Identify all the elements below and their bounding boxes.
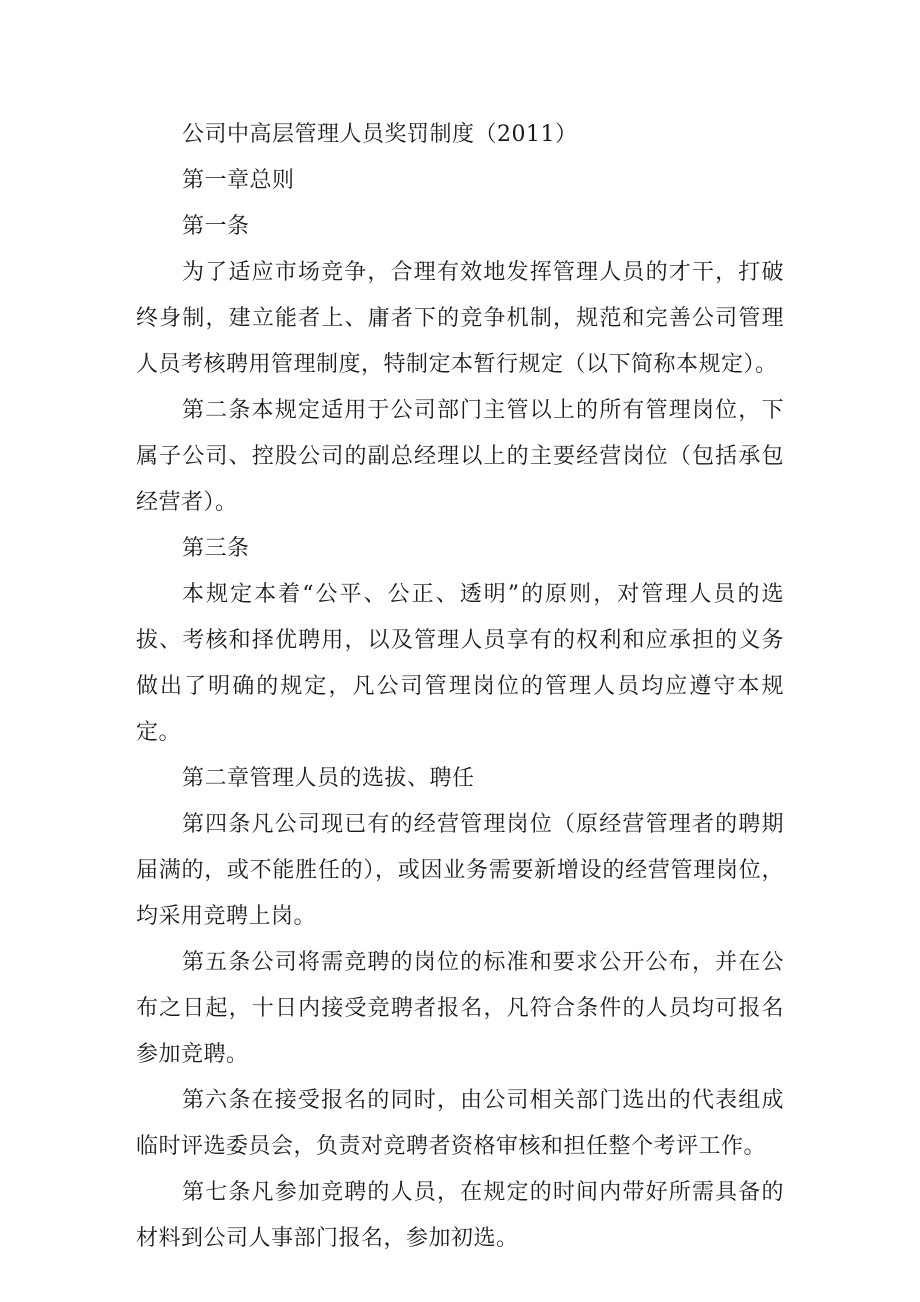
article-3-heading: 第三条 [182, 536, 250, 561]
document-body [136, 112, 784, 1262]
article-1-text: 为了适应市场竞争，合理有效地发挥管理人员的才干，打破终身制，建立能者上、庸者下的竞争机制，规范和完善公司管理人员考核聘用管理制度，特制定本暂行规定（以下简称本规定）。 [136, 260, 784, 377]
article-6-text: 第六条在接受报名的同时，由公司相关部门选出的代表组成临时评选委员会，负责对竞聘者资格审核和担任整个考评工作。 [136, 1088, 784, 1159]
article-1-heading: 第一条 [182, 214, 250, 239]
article-2-text: 第二条本规定适用于公司部门主管以上的所有管理岗位，下属子公司、控股公司的副总经理以上的主要经营岗位（包括承包经营者）。 [136, 398, 784, 515]
article-5-text: 第五条公司将需竞聘的岗位的标准和要求公开公布，并在公布之日起，十日内接受竞聘者报名，凡符合条件的人员均可报名参加竞聘。 [136, 950, 784, 1067]
article-4-text: 第四条凡公司现已有的经营管理岗位（原经营管理者的聘期届满的，或不能胜任的），或因业务需要新增设的经营管理岗位，均采用竞聘上岗。 [136, 812, 784, 929]
chapter-1-heading: 第一章总则 [182, 168, 295, 193]
chapter-2-heading: 第二章管理人员的选拔、聘任 [182, 766, 475, 791]
article-7-text: 第七条凡参加竞聘的人员，在规定的时间内带好所需具备的材料到公司人事部门报名，参加初选。 [136, 1180, 784, 1251]
document-title: 公司中高层管理人员奖罚制度（2011） [182, 122, 578, 147]
article-3-text: 本规定本着“公平、公正、透明”的原则，对管理人员的选拔、考核和择优聘用，以及管理人员享有的权利和应承担的义务做出了明确的规定，凡公司管理岗位的管理人员均应遵守本规定。 [136, 582, 784, 745]
